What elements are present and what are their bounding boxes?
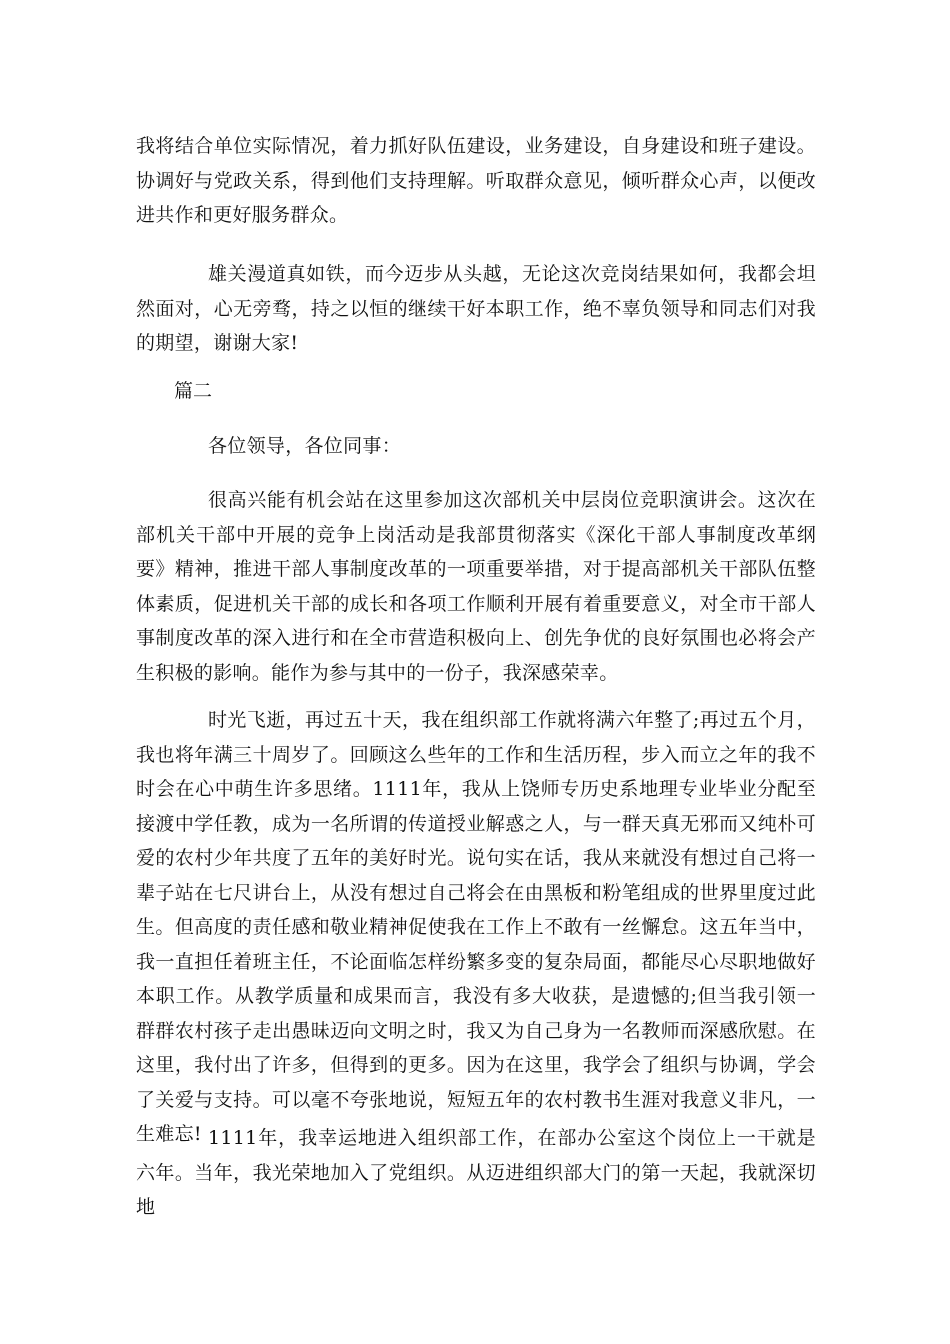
- paragraph-work-plan: 我将结合单位实际情况，着力抓好队伍建设，业务建设，自身建设和班子建设。协调好与党政关系，得到他们支持理解。听取群众意见，倾听群众心声，以便改进共作和更好服务群众。: [136, 135, 816, 226]
- paragraph-teaching-experience: 时光飞逝，再过五十天，我在组织部工作就将满六年整了;再过五个月，我也将年满三十周岁了。回顾这么些年的工作和生活历程，步入而立之年的我不时会在心中萌生许多思绪。1111年，我从上饶师专历史系地理专业毕业分配至接渡中学任教，成为一名所谓的传道授业解惑之人，与一群天真无邪而又纯朴可爱的农村少年共度了五年的美好时光。说句实在话，我从来就没有想过自己将一辈子站在七尺讲台上，从没有想过自己将会在由黑板和粉笔组成的世界里度过此生。但高度的责任感和敬业精神促使我在工作上不敢有一丝懈怠。这五年当中，我一直担任着班主任，不论面临怎样纷繁多变的复杂局面，都能尽心尽职地做好本职工作。从教学质量和成果而言，我没有多大收获，是遗憾的;但当我引领一群群农村孩子走出愚昧迈向文明之时，我又为自己身为一名教师而深感欣慰。在这里，我付出了许多，但得到的更多。因为在这里，我学会了组织与协调，学会了关爱与支持。可以毫不夸张地说，短短五年的农村教书生涯对我意义非凡，一生难忘!: [136, 709, 816, 1145]
- paragraph-introduction: 很高兴能有机会站在这里参加这次部机关中层岗位竞职演讲会。这次在部机关干部中开展的竞争上岗活动是我部贯彻落实《深化干部人事制度改革纲要》精神，推进干部人事制度改革的一项重要举措，对于提高部机关干部队伍整体素质，促进机关干部的成长和各项工作顺利开展有着重要意义，对全市干部人事制度改革的深入进行和在全市营造积极向上、创先争优的良好氛围也必将会产生积极的影响。能作为参与其中的一份子，我深感荣幸。: [136, 489, 816, 684]
- section-title: 篇二: [174, 380, 213, 402]
- paragraph-organization-department: 1111年，我幸运地进入组织部工作，在部办公室这个岗位上一干就是六年。当年，我光荣地加入了党组织。从迈进组织部大门的第一天起，我就深切地: [136, 1127, 816, 1218]
- salutation: 各位领导，各位同事：: [208, 435, 402, 457]
- paragraph-closing: 雄关漫道真如铁，而今迈步从头越，无论这次竞岗结果如何，我都会坦然面对，心无旁骛，持之以恒的继续干好本职工作，绝不辜负领导和同志们对我的期望，谢谢大家!: [136, 263, 816, 354]
